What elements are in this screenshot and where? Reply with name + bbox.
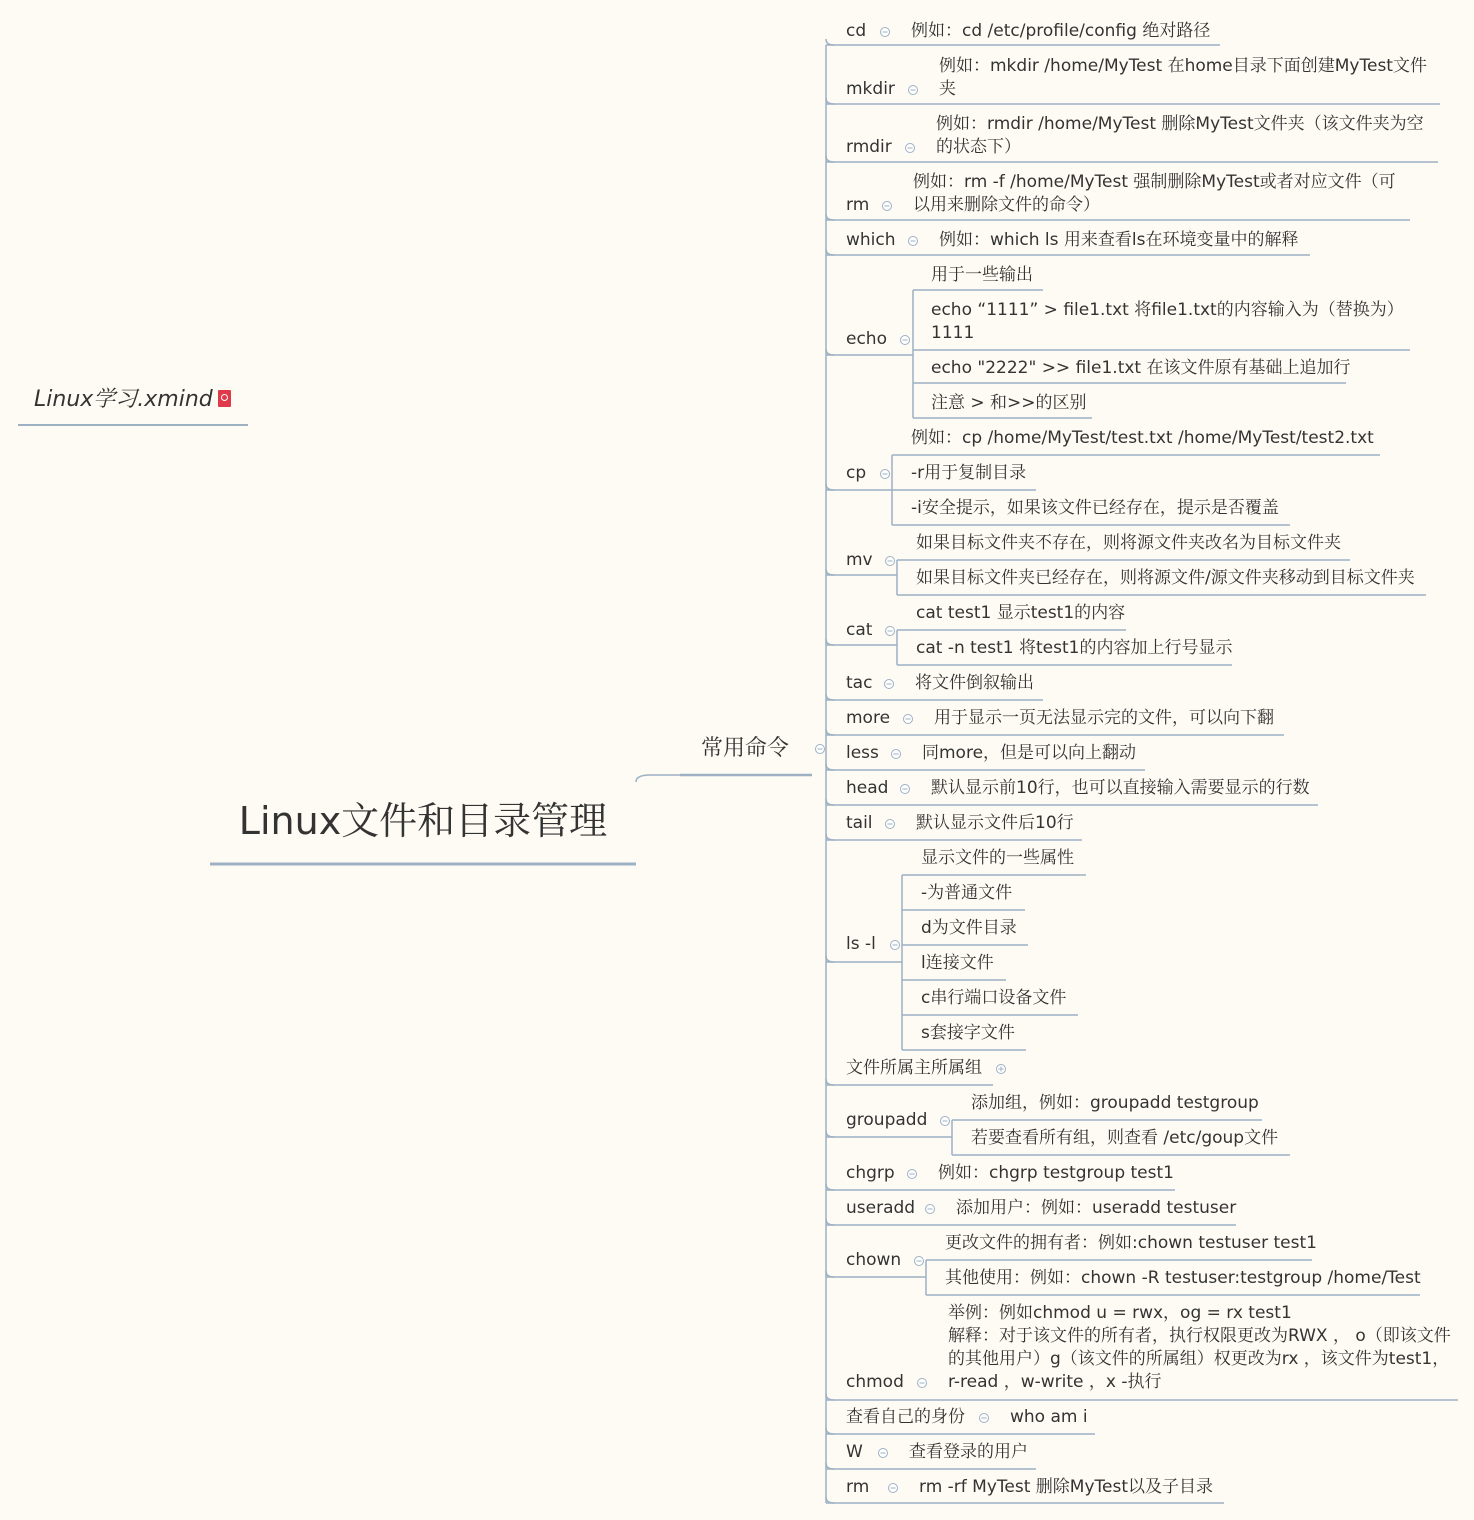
- connector-curve: [826, 639, 834, 645]
- command-label[interactable]: useradd: [846, 1198, 916, 1218]
- command-detail[interactable]: 默认显示前10行，也可以直接输入需要显示的行数: [931, 778, 1310, 798]
- command-detail[interactable]: c串行端口设备文件: [921, 988, 1067, 1008]
- command-label[interactable]: ls -l: [846, 934, 876, 954]
- command-label[interactable]: groupadd: [846, 1110, 928, 1130]
- collapse-toggle-icon[interactable]: [909, 237, 918, 246]
- collapse-toggle-icon[interactable]: [885, 680, 894, 689]
- command-detail[interactable]: 注意 > 和>>的区别: [931, 393, 1087, 413]
- command-detail[interactable]: 例如：rmdir /home/MyTest 删除MyTest文件夹（该文件夹为空的状态下）: [936, 114, 1424, 157]
- xmind-file-link[interactable]: [34, 385, 231, 415]
- command-label[interactable]: chgrp: [846, 1163, 895, 1183]
- command-label[interactable]: tac: [846, 673, 873, 693]
- command-label[interactable]: mv: [846, 550, 873, 570]
- command-label[interactable]: 查看自己的身份: [846, 1407, 965, 1427]
- connector-curve: [826, 349, 834, 355]
- command-detail[interactable]: -为普通文件: [921, 883, 1013, 903]
- command-label[interactable]: 文件所属主所属组: [846, 1058, 982, 1078]
- command-detail[interactable]: rm -rf MyTest 删除MyTest以及子目录: [919, 1477, 1213, 1497]
- command-detail[interactable]: 例如：mkdir /home/MyTest 在home目录下面创建MyTest文件夹: [939, 56, 1427, 99]
- command-label[interactable]: cat: [846, 620, 873, 640]
- root-topic[interactable]: Linux文件和目录管理: [238, 799, 608, 843]
- command-label[interactable]: which: [846, 230, 896, 250]
- connector-curve: [826, 834, 834, 840]
- collapse-toggle-icon[interactable]: [881, 28, 890, 37]
- collapse-toggle-icon[interactable]: [980, 1414, 989, 1423]
- command-detail[interactable]: 例如：cp /home/MyTest/test.txt /home/MyTest/test2.txt: [911, 428, 1374, 448]
- command-label[interactable]: cp: [846, 463, 867, 483]
- connector-curve: [826, 1428, 834, 1434]
- command-detail[interactable]: 添加用户：例如：useradd testuser: [956, 1198, 1237, 1218]
- connector-curve: [826, 1271, 834, 1277]
- connector-curve: [826, 694, 834, 700]
- collapse-toggle-icon[interactable]: [886, 820, 895, 829]
- collapse-toggle-icon[interactable]: [816, 745, 825, 754]
- command-detail[interactable]: 用于显示一页无法显示完的文件，可以向下翻: [934, 708, 1274, 728]
- command-label[interactable]: W: [846, 1442, 863, 1462]
- collapse-toggle-icon[interactable]: [904, 715, 913, 724]
- connector-curve: [826, 1079, 834, 1085]
- collapse-toggle-icon[interactable]: [883, 202, 892, 211]
- connector-curve: [826, 39, 834, 45]
- collapse-toggle-icon[interactable]: [901, 336, 910, 345]
- command-label[interactable]: tail: [846, 813, 873, 833]
- collapse-toggle-icon[interactable]: [918, 1379, 927, 1388]
- collapse-toggle-icon[interactable]: [926, 1205, 935, 1214]
- command-detail[interactable]: cat test1 显示test1的内容: [916, 603, 1126, 623]
- connector-curve: [826, 1184, 834, 1190]
- collapse-toggle-icon[interactable]: [909, 86, 918, 95]
- connector-curve: [826, 764, 834, 770]
- collapse-toggle-icon[interactable]: [901, 785, 910, 794]
- command-detail[interactable]: 如果目标文件夹不存在，则将源文件夹改名为目标文件夹: [916, 533, 1341, 553]
- connector-curve: [826, 1463, 834, 1469]
- command-detail[interactable]: 如果目标文件夹已经存在，则将源文件/源文件夹移动到目标文件夹: [916, 568, 1415, 588]
- branch-topic-common-commands[interactable]: 常用命令: [700, 736, 789, 761]
- collapse-toggle-icon[interactable]: [915, 1257, 924, 1266]
- connector-curve: [826, 484, 834, 490]
- command-label[interactable]: echo: [846, 329, 887, 349]
- command-detail[interactable]: l连接文件: [921, 953, 994, 973]
- command-detail[interactable]: 同more，但是可以向上翻动: [922, 743, 1137, 763]
- command-detail[interactable]: 例如：rm -f /home/MyTest 强制删除MyTest或者对应文件（可以用来删除文件的命令）: [913, 172, 1396, 215]
- xmind-file-icon: [218, 390, 231, 407]
- command-detail[interactable]: 例如：which ls 用来查看ls在环境变量中的解释: [939, 230, 1299, 250]
- command-detail[interactable]: 若要查看所有组，则查看 /etc/goup文件: [971, 1128, 1279, 1148]
- connector-curve: [826, 249, 834, 255]
- command-detail[interactable]: 显示文件的一些属性: [921, 848, 1074, 868]
- connector-curve: [826, 214, 834, 220]
- collapse-toggle-icon[interactable]: [889, 1484, 898, 1493]
- connector-curve: [826, 1219, 834, 1225]
- command-detail[interactable]: echo “1111” > file1.txt 将file1.txt的内容输入为（替换为）1111: [931, 300, 1396, 343]
- command-label[interactable]: head: [846, 778, 889, 798]
- connector-curve: [826, 1131, 834, 1137]
- command-detail[interactable]: -i安全提示，如果该文件已经存在，提示是否覆盖: [911, 498, 1279, 518]
- expand-toggle-icon[interactable]: [997, 1065, 1006, 1074]
- collapse-toggle-icon[interactable]: [908, 1170, 917, 1179]
- command-detail[interactable]: 将文件倒叙输出: [915, 673, 1034, 693]
- collapse-toggle-icon[interactable]: [881, 470, 890, 479]
- connector-curve: [826, 799, 834, 805]
- collapse-toggle-icon[interactable]: [892, 750, 901, 759]
- command-detail[interactable]: who am i: [1010, 1407, 1088, 1427]
- collapse-toggle-icon[interactable]: [891, 941, 900, 950]
- file-link-text: Linux学习.xmind: [34, 387, 213, 412]
- command-label[interactable]: rm: [846, 195, 870, 215]
- command-detail[interactable]: 查看登录的用户: [909, 1442, 1028, 1462]
- collapse-toggle-icon[interactable]: [906, 144, 915, 153]
- command-label[interactable]: cd: [846, 21, 867, 41]
- command-label[interactable]: rmdir: [846, 137, 892, 157]
- command-label[interactable]: rm: [846, 1477, 870, 1497]
- command-detail[interactable]: cat -n test1 将test1的内容加上行号显示: [916, 638, 1233, 658]
- connector-curve: [636, 775, 680, 782]
- command-detail[interactable]: 默认显示文件后10行: [916, 813, 1074, 833]
- connector-curve: [826, 569, 834, 575]
- command-detail[interactable]: 举例：例如chmod u = rwx，og = rx test1 解释：对于该文件的所有者，执行权限更改为RWX ， o（即该文件的其他用户）g（该文件的所属组）权更改为rx ，该文件为test1，r-read ，w-write ，x -执行: [948, 1303, 1451, 1392]
- connector-curve: [826, 1394, 834, 1400]
- command-detail[interactable]: 例如：cd /etc/profile/config 绝对路径: [911, 21, 1211, 41]
- collapse-toggle-icon[interactable]: [941, 1117, 950, 1126]
- command-label[interactable]: chown: [846, 1250, 902, 1270]
- command-label[interactable]: chmod: [846, 1372, 904, 1392]
- collapse-toggle-icon[interactable]: [886, 627, 895, 636]
- collapse-toggle-icon[interactable]: [886, 557, 895, 566]
- connector-curve: [826, 1497, 834, 1503]
- command-detail[interactable]: 用于一些输出: [931, 265, 1033, 285]
- connector-curve: [826, 956, 834, 962]
- command-detail[interactable]: 更改文件的拥有者：例如:chown testuser test1: [945, 1233, 1317, 1253]
- command-detail[interactable]: 添加组，例如：groupadd testgroup: [971, 1093, 1259, 1113]
- command-label[interactable]: less: [846, 743, 879, 763]
- connector-curve: [826, 98, 834, 104]
- command-detail[interactable]: 其他使用：例如：chown -R testuser:testgroup /home/Test: [945, 1268, 1421, 1288]
- command-detail[interactable]: d为文件目录: [921, 918, 1017, 938]
- collapse-toggle-icon[interactable]: [879, 1449, 888, 1458]
- command-detail[interactable]: -r用于复制目录: [911, 463, 1027, 483]
- connector-curve: [826, 729, 834, 735]
- command-detail[interactable]: s套接字文件: [921, 1023, 1015, 1043]
- command-label[interactable]: more: [846, 708, 891, 728]
- command-label[interactable]: mkdir: [846, 79, 895, 99]
- command-detail[interactable]: echo "2222" >> file1.txt 在该文件原有基础上追加行: [931, 358, 1351, 378]
- command-detail[interactable]: 例如：chgrp testgroup test1: [938, 1163, 1174, 1183]
- connector-curve: [826, 156, 834, 162]
